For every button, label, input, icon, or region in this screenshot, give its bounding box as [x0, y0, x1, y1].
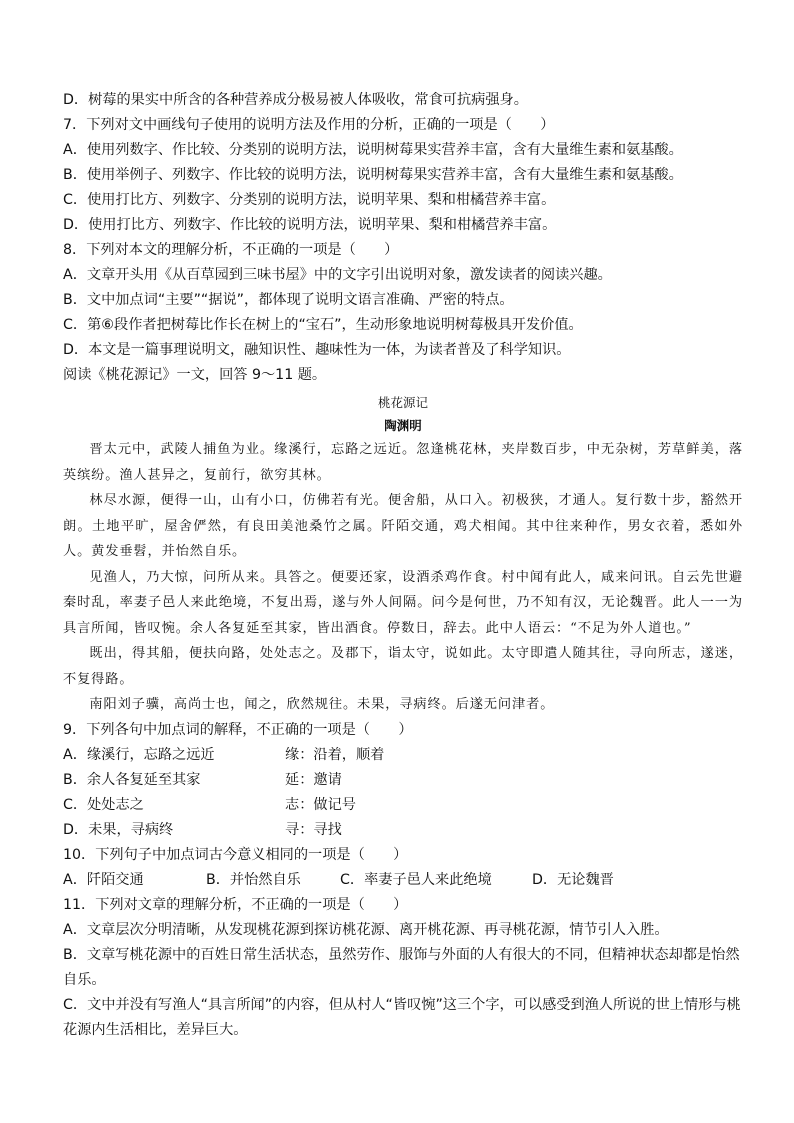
option-explanation: 延：邀请 [285, 771, 342, 788]
question-9-stem: 9．下列各句中加点词的解释，不正确的一项是（ ） [63, 721, 413, 738]
exam-page [63, 88, 743, 1043]
option-text: D．未果，寻病终 [63, 821, 174, 838]
question-8-option-d: D．本文是一篇事理说明文，融知识性、趣味性为一体，为读者普及了科学知识。 [63, 342, 571, 358]
question-11-stem: 11．下列对文章的理解分析，不正确的一项是（ ） [63, 896, 408, 913]
question-10-options [63, 868, 743, 893]
passage-paragraph-1: 晋太元中，武陵人捕鱼为业。缘溪行，忘路之远近。忽逢桃花林，夹岸数百步，中无杂树，芳草鲜美，落英缤纷。渔人甚异之，复前行，欲穷其林。 [63, 442, 743, 483]
option-explanation: 缘：沿着，顺着 [285, 746, 385, 763]
passage-title: 桃花源记 [377, 395, 428, 410]
question-7-option-d: D．使用打比方、列数字、作比较的说明方法，说明苹果、梨和柑橘营养丰富。 [63, 217, 557, 233]
option-text: C．处处志之 [63, 796, 144, 813]
question-7-option-a: A．使用列数字、作比较、分类别的说明方法，说明树莓果实营养丰富，含有大量维生素和氨基酸。 [63, 142, 683, 158]
question-11-option-c: C．文中并没有写渔人“具言所闻”的内容，但从村人“皆叹惋”这三个字，可以感受到渔人所说的世上情形与桃花源内生活相比，差异巨大。 [63, 996, 741, 1038]
option-d-q6: D．树莓的果实中所含的各种营养成分极易被人体吸收，常食可抗病强身。 [63, 92, 528, 108]
passage-author: 陶渊明 [384, 418, 422, 433]
question-10-option-a: A．阡陌交通 [63, 871, 144, 888]
question-10-stem: 10．下列句子中加点词古今意义相同的一项是（ ） [63, 846, 408, 863]
option-explanation: 寻：寻找 [285, 821, 342, 838]
option-text: A．缘溪行，忘路之远近 [63, 746, 215, 763]
question-9-option-d [63, 818, 743, 843]
question-11-option-a: A．文章层次分明清晰，从发现桃花源到探访桃花源、离开桃花源、再寻桃花源，情节引人入胜。 [63, 921, 669, 938]
question-10-option-d: D．无论魏晋 [532, 871, 614, 888]
question-8-stem: 8．下列对本文的理解分析，不正确的一项是（ ） [63, 242, 399, 258]
question-11-option-b: B．文章写桃花源中的百姓日常生活状态，虽然劳作、服饰与外面的人有很大的不同，但精神状态却都是怡然自乐。 [63, 946, 740, 988]
question-8-option-a: A．文章开头用《从百草园到三味书屋》中的文字引出说明对象，激发读者的阅读兴趣。 [63, 267, 612, 283]
question-10-option-b: B．并怡然自乐 [206, 871, 301, 888]
question-8-option-b: B．文中加点词“主要”“据说”，都体现了说明文语言准确、严密的特点。 [63, 292, 514, 308]
question-9-option-b [63, 768, 743, 793]
passage-paragraph-2: 林尽水源，便得一山，山有小口，仿佛若有光。便舍船，从口入。初极狭，才通人。复行数十步，豁然开朗。土地平旷，屋舍俨然，有良田美池桑竹之属。阡陌交通，鸡犬相闻。其中往来种作，男女衣着，悉如外人。黄发垂髫，并怡然自乐。 [63, 493, 743, 559]
question-9-option-a [63, 743, 743, 768]
passage-paragraph-3: 见渔人，乃大惊，问所从来。具答之。便要还家，设酒杀鸡作食。村中闻有此人，咸来问讯。自云先世避秦时乱，率妻子邑人来此绝境，不复出焉，遂与外人间隔。问今是何世，乃不知有汉，无论魏晋。此人一一为具言所闻，皆叹惋。余人各复延至其家，皆出酒食。停数日，辞去。此中人语云：“不足为外人道也。” [63, 569, 743, 636]
question-7-option-c: C．使用打比方、列数字、分类别的说明方法，说明苹果、梨和柑橘营养丰富。 [63, 192, 556, 208]
question-10-option-c: C．率妻子邑人来此绝境 [340, 871, 492, 888]
passage-paragraph-5: 南阳刘子骥，高尚士也，闻之，欣然规往。未果，寻病终。后遂无问津者。 [89, 697, 555, 712]
question-9-option-c [63, 793, 743, 818]
question-7-stem: 7．下列对文中画线句子使用的说明方法及作用的分析，正确的一项是（ ） [63, 117, 555, 133]
option-text: B．余人各复延至其家 [63, 771, 201, 788]
reading-instruction: 阅读《桃花源记》一文，回答 9～11 题。 [63, 367, 327, 383]
passage-paragraph-4: 既出，得其船，便扶向路，处处志之。及郡下，诣太守，说如此。太守即遣人随其往，寻向所志，遂迷，不复得路。 [63, 646, 743, 687]
question-8-option-c: C．第⑥段作者把树莓比作长在树上的“宝石”，生动形象地说明树莓极具开发价值。 [63, 317, 583, 333]
question-7-option-b: B．使用举例子、列数字、作比较的说明方法，说明树莓果实营养丰富，含有大量维生素和氨基酸。 [63, 167, 683, 183]
option-explanation: 志：做记号 [285, 796, 356, 813]
